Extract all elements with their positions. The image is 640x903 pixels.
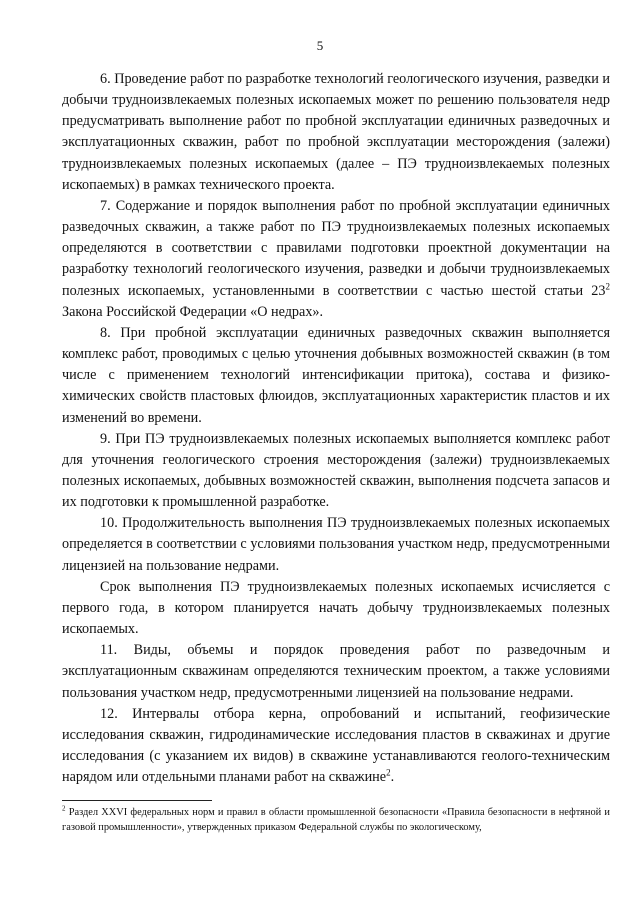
paragraph-7-text: 7. Содержание и порядок выполнения работ по пробной эксплуатации единичных разведочных скважин, а также работ по ПЭ трудноизвлекаемых полезных ископаемых определяются в соответствии с правилами подготовки проектной документации на разработку технологий геологического изучения, разведки и добычи трудноизвлекаемых полезных ископаемых, установленными в соответствии с частью шестой статьи 23: [62, 197, 610, 299]
paragraph-6: 6. Проведение работ по разработке технологий геологического изучения, разведки и добычи трудноизвлекаемых полезных ископаемых может по решению пользователя недр предусматривать выполнение работ по пробной эксплуатации единичных разведочных и эксплуатационных скважин, работ по пробной эксплуатации месторождения (залежи) трудноизвлекаемых полезных ископаемых (далее – ПЭ трудноизвлекаемых полезных ископаемых) в рамках технического проекта.: [62, 71, 610, 193]
paragraph-term: Срок выполнения ПЭ трудноизвлекаемых полезных ископаемых исчисляется с первого года, в котором планируется начать добычу трудноизвлекаемых полезных ископаемых.: [62, 578, 610, 638]
paragraph-12-text: 12. Интервалы отбора керна, опробований и испытаний, геофизические исследования скважин, гидродинамические исследования пластов в скважинах и другие исследования (с указанием их видов) в скважине устанавливаются геолого-техническим нарядом или отдельными планами работ на скважине: [62, 705, 610, 786]
footnote-divider: [62, 800, 212, 801]
footnote-text: Раздел XXVI федеральных норм и правил в области промышленной безопасности «Правила безопасности в нефтяной и газовой промышленности», утвержденных приказом Федеральной службы по экологическому,: [62, 807, 610, 833]
paragraph-8: 8. При пробной эксплуатации единичных разведочных скважин выполняется комплекс работ, проводимых с целью уточнения добывных возможностей скважин (в том числе с применением технологий интенсификации притока), состава и физико-химических свойств пластовых флюидов, эксплуатационных характеристик пластов и их изменений во времени.: [62, 324, 610, 426]
footnote-ref: 2: [605, 280, 610, 291]
footnote-marker: 2: [62, 804, 66, 813]
paragraph-10: 10. Продолжительность выполнения ПЭ трудноизвлекаемых полезных ископаемых определяется в соответствии с условиями пользования участком недр, предусмотренными лицензией на пользование недрами.: [62, 515, 610, 574]
paragraph-12-tail: .: [390, 769, 395, 786]
paragraph-12: [62, 704, 610, 789]
paragraph-9: 9. При ПЭ трудноизвлекаемых полезных ископаемых выполняется комплекс работ для уточнения геологического строения месторождения (залежи) трудноизвлекаемых полезных ископаемых, добывных возможностей скважин, выполнения подсчета запасов и их подготовки к промышленной разработке.: [62, 430, 610, 511]
document-body: [62, 69, 610, 788]
page-number: 5: [316, 38, 324, 53]
paragraph-7-tail: Закона Российской Федерации «О недрах».: [62, 303, 324, 320]
footnote: [62, 805, 610, 835]
paragraph-11: 11. Виды, объемы и порядок проведения работ по разведочным и эксплуатационным скважинам определяются техническим проектом, а также условиями пользования участком недр, предусмотренными лицензией на пользование недрами.: [62, 642, 610, 701]
footnote-ref: 2: [386, 767, 391, 778]
paragraph-7: [62, 196, 610, 323]
